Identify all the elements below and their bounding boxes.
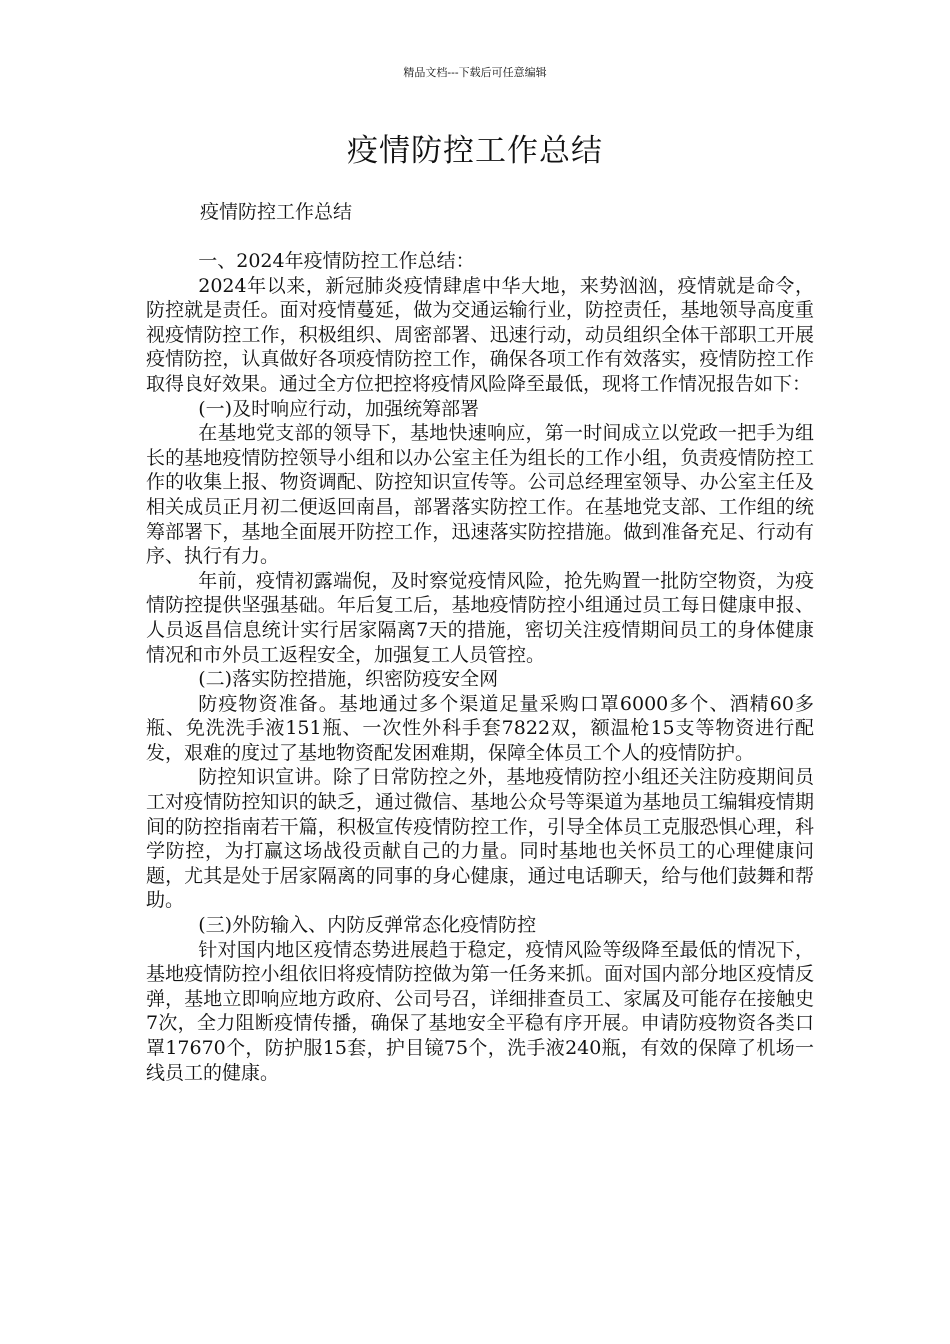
paragraph-knowledge: 防控知识宣讲。除了日常防控之外，基地疫情防控小组还关注防疫期间员工对疫情防控知识的缺乏，通过微信、基地公众号等渠道为基地员工编辑疫情期间的防控指南若干篇，积极宣传疫情防控工作，引导全体员工克服恐惧心理，科学防控，为打赢这场战役贡献自己的力量。同时基地也关怀员工的心理健康问题，尤其是处于居家隔离的同事的身心健康，通过电话聊天，给与他们鼓舞和帮助。 xyxy=(146,766,814,912)
document-title: 疫情防控工作总结 xyxy=(347,133,603,169)
paragraph-response: 在基地党支部的领导下，基地快速响应，第一时间成立以党政一把手为组长的基地疫情防控领导小组和以办公室主任为组长的工作小组，负责疫情防控工作的收集上报、物资调配、防控知识宣传等。公司总经理室领导、办公室主任及相关成员正月初二便返回南昌，部署落实防控工作。在基地党支部、工作组的统筹部署下，基地全面展开防控工作，迅速落实防控措施。做到准备充足、行动有序、执行有力。 xyxy=(146,422,814,568)
section-heading-1: 一、2024年疫情防控工作总结： xyxy=(198,250,475,272)
document-subtitle: 疫情防控工作总结 xyxy=(200,201,353,223)
paragraph-supplies: 防疫物资准备。基地通过多个渠道足量采购口罩6000多个、酒精60多瓶、免洗洗手液151瓶、一次性外科手套7822双，额温枪15支等物资进行配发，艰难的度过了基地物资配发困难期，保障全体员工个人的疫情防护。 xyxy=(146,692,814,764)
subsection-heading-2: (二)落实防控措施，织密防疫安全网 xyxy=(198,668,499,691)
page-header-note: 精品文档---下载后可任意编辑 xyxy=(403,66,547,79)
paragraph-normalized-control: 针对国内地区疫情态势进展趋于稳定，疫情风险等级降至最低的情况下，基地疫情防控小组依旧将疫情防控做为第一任务来抓。面对国内部分地区疫情反弹，基地立即响应地方政府、公司号召，详细排查员工、家属及可能存在接触史7次，全力阻断疫情传播，确保了基地安全平稳有序开展。申请防疫物资各类口罩17670个，防护服15套，护目镜75个，洗手液240瓶，有效的保障了机场一线员工的健康。 xyxy=(146,938,814,1084)
subsection-heading-1: (一)及时响应行动，加强统筹部署 xyxy=(198,397,480,420)
document-body xyxy=(146,249,814,1085)
paragraph-early-action: 年前，疫情初露端倪，及时察觉疫情风险，抢先购置一批防空物资，为疫情防控提供坚强基础。年后复工后，基地疫情防控小组通过员工每日健康申报、人员返昌信息统计实行居家隔离7天的措施，密切关注疫情期间员工的身体健康情况和市外员工返程安全，加强复工人员管控。 xyxy=(146,569,814,666)
paragraph-intro: 2024年以来，新冠肺炎疫情肆虐中华大地，来势汹汹，疫情就是命令，防控就是责任。面对疫情蔓延，做为交通运输行业，防控责任，基地领导高度重视疫情防控工作，积极组织、周密部署、迅速行动，动员组织全体干部职工开展疫情防控，认真做好各项疫情防控工作，确保各项工作有效落实，疫情防控工作取得良好效果。通过全方位把控将疫情风险降至最低，现将工作情况报告如下： xyxy=(146,274,814,395)
subsection-heading-3: (三)外防输入、内防反弹常态化疫情防控 xyxy=(198,914,537,937)
